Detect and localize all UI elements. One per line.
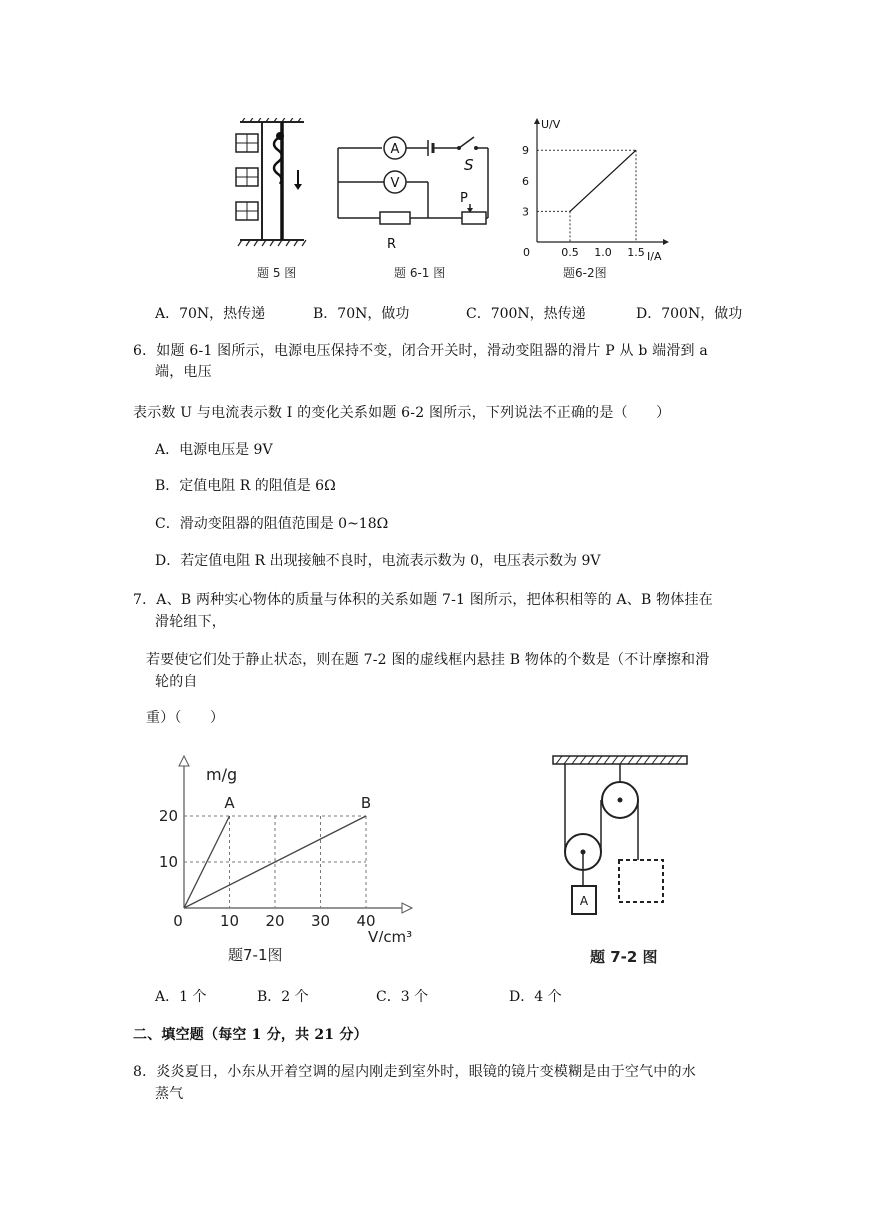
y-axis-label: U/V: [541, 118, 561, 131]
figure-7-2: [550, 752, 690, 922]
q6-stem-line3: 表示数 U 与电流表示数 I 的变化关系如题 6-2 图所示，下列说法不正确的是（ ）: [133, 405, 671, 421]
figure-6-2-caption: 题6-2图: [563, 266, 607, 280]
section-2-title: 二、填空题（每空 1 分，共 21 分）: [133, 1027, 368, 1043]
q7-option-c: C．3 个: [376, 989, 429, 1005]
figure-7-1-chart: [150, 752, 420, 942]
x-tick-label: 1.5: [627, 246, 645, 259]
voltmeter-label: V: [390, 176, 400, 191]
q5-option-c: C．700N，热传递: [466, 306, 586, 322]
x-axis-label: I/A: [647, 250, 662, 263]
x-tick-label: 40: [356, 912, 376, 930]
q7-option-b: B．2 个: [257, 989, 309, 1005]
x-axis-arrow: [663, 239, 669, 245]
q7-stem-line1: 7．A、B 两种实心物体的质量与体积的关系如题 7-1 图所示，把体积相等的 A、B 物体挂在: [133, 592, 713, 608]
q6-option-a: A．电源电压是 9V: [155, 442, 273, 458]
q7-stem-line3: 若要使它们处于静止状态，则在题 7-2 图的虚线框内悬挂 B 物体的个数是（不计摩擦和滑: [146, 652, 710, 668]
figure-6-2-chart: [515, 114, 675, 264]
x-tick-label: 30: [310, 912, 331, 930]
x-tick-label: 1.0: [594, 246, 612, 259]
resistor-label: R: [387, 237, 397, 252]
q6-option-c: C．滑动变阻器的阻值范围是 0~18Ω: [155, 516, 389, 532]
q5-option-b: B．70N，做功: [313, 306, 410, 322]
x-axis-arrow: [402, 903, 412, 913]
origin-label: 0: [173, 912, 183, 930]
y-tick-label: 20: [158, 807, 178, 825]
y-tick-label: 9: [522, 144, 529, 158]
q6-stem-line1: 6．如题 6-1 图所示，电源电压保持不变，闭合开关时，滑动变阻器的滑片 P 从 b 端滑到 a: [133, 343, 708, 359]
x-tick-label: 10: [219, 912, 240, 930]
q7-stem-line5: 重）（ ）: [146, 710, 225, 726]
point-b-label: B: [360, 794, 372, 812]
x-axis-label: V/cm³: [368, 928, 413, 942]
x-tick-label: 0.5: [561, 246, 579, 259]
figure-7-2-caption: 题 7-2 图: [590, 948, 658, 966]
block-a-label: A: [579, 894, 589, 908]
y-axis-label: m/g: [206, 765, 238, 784]
figure-7-1-caption: 题7-1图: [228, 946, 283, 964]
figure-5: [232, 118, 312, 250]
q6-option-b: B．定值电阻 R 的阻值是 6Ω: [155, 478, 336, 494]
q5-option-a: A．70N，热传递: [155, 306, 266, 322]
q7-stem-line2: 滑轮组下，: [155, 614, 226, 630]
y-axis-arrow: [534, 118, 540, 124]
q7-option-d: D．4 个: [509, 989, 562, 1005]
point-a-label: A: [224, 794, 235, 812]
slider-label: P: [460, 191, 468, 206]
q8-stem-line2: 蒸气: [155, 1086, 184, 1102]
figure-6-1: [332, 128, 492, 253]
figure-6-1-caption: 题 6-1 图: [394, 266, 446, 280]
data-line: [570, 150, 636, 211]
origin-label: 0: [523, 246, 530, 259]
switch-label: S: [464, 156, 474, 174]
ammeter-label: A: [390, 142, 400, 157]
x-tick-label: 20: [265, 912, 285, 930]
figure-5-caption: 题 5 图: [257, 266, 297, 280]
q8-stem-line1: 8．炎炎夏日，小东从开着空调的屋内刚走到室外时，眼镜的镜片变模糊是由于空气中的水: [133, 1064, 696, 1080]
y-axis-arrow: [179, 756, 189, 766]
q6-option-d: D．若定值电阻 R 出现接触不良时，电流表示数为 0，电压表示数为 9V: [155, 553, 601, 569]
q7-stem-line4: 轮的自: [155, 674, 198, 690]
q6-stem-line2: 端，电压: [155, 364, 212, 380]
q7-option-a: A．1 个: [155, 989, 207, 1005]
y-tick-label: 3: [522, 205, 529, 219]
q5-option-d: D．700N，做功: [636, 306, 743, 322]
y-tick-label: 10: [158, 853, 178, 871]
y-tick-label: 6: [522, 174, 529, 188]
